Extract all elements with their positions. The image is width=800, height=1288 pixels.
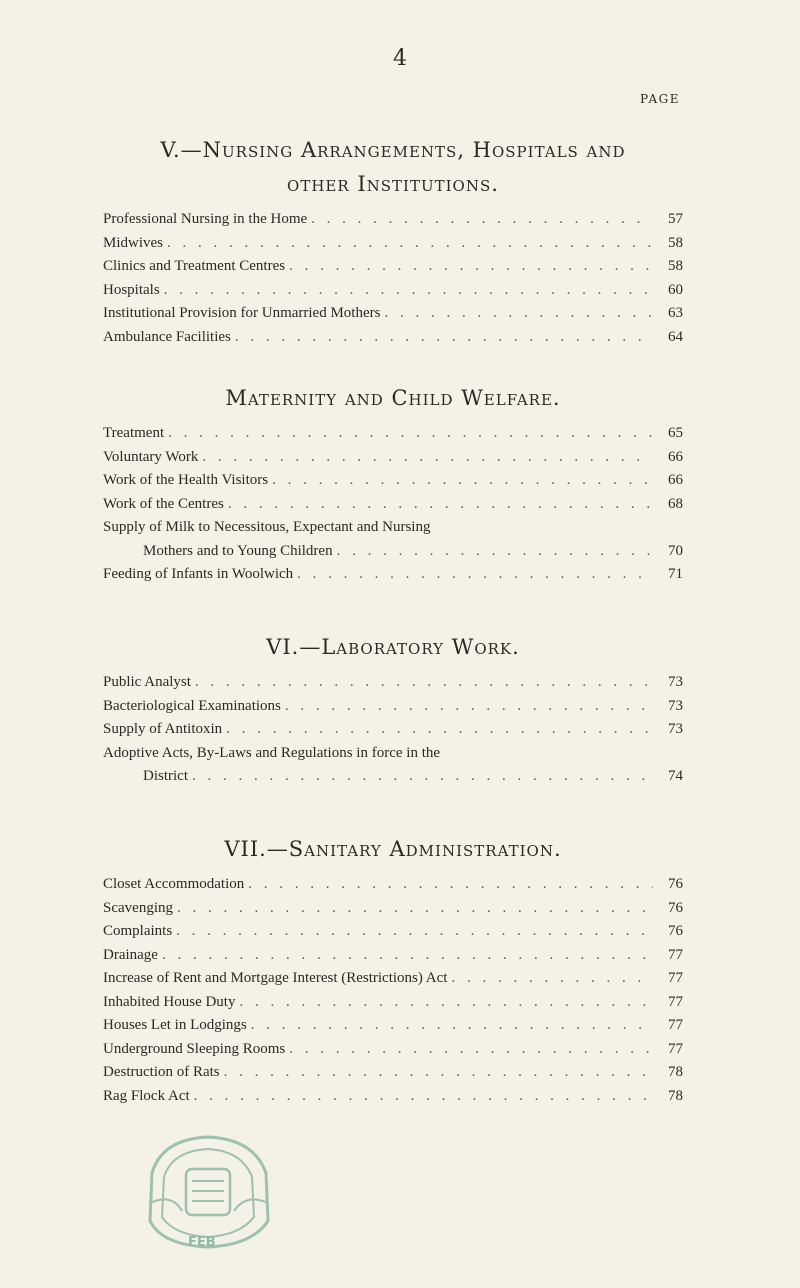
toc-entry: Inhabited House Duty . . . 77: [103, 994, 683, 1018]
toc-list: [103, 211, 683, 352]
toc-entry: Drainage . . . 77: [103, 947, 683, 971]
toc-entry: Public Analyst . . . 73: [103, 674, 683, 698]
section-heading: V.—Nursing Arrangements, Hospitals and other Institutions.: [160, 138, 626, 196]
section-heading: Maternity and Child Welfare.: [225, 386, 561, 410]
toc-entry: Feeding of Infants in Woolwich . . . 71: [103, 566, 683, 590]
toc-entry: Professional Nursing in the Home . . . 57: [103, 211, 683, 235]
toc-entry: Ambulance Facilities . . . 64: [103, 329, 683, 353]
toc-entry: Houses Let in Lodgings . . . 77: [103, 1017, 683, 1041]
toc-entry: Rag Flock Act . . . 78: [103, 1088, 683, 1112]
section-maternity: [103, 381, 683, 590]
toc-entry: Clinics and Treatment Centres . . . 58: [103, 258, 683, 282]
toc-entry: Treatment . . . 65: [103, 425, 683, 449]
section-sanitary: [103, 832, 683, 1111]
toc-entry: Hospitals . . . 60: [103, 282, 683, 306]
toc-entry: Work of the Health Visitors . . . 66: [103, 472, 683, 496]
toc-list: [103, 876, 683, 1111]
toc-entry: Adoptive Acts, By-Laws and Regulations in force in the District . . . 74: [103, 745, 683, 792]
section-laboratory: [103, 630, 683, 792]
toc-entry: Closet Accommodation . . . 76: [103, 876, 683, 900]
svg-text:FEB: FEB: [188, 1235, 216, 1250]
library-stamp-icon: [142, 1133, 274, 1251]
toc-entry: Voluntary Work . . . 66: [103, 449, 683, 473]
toc-entry: Increase of Rent and Mortgage Interest (Restrictions) Act . . . 77: [103, 970, 683, 994]
toc-entry: Midwives . . . 58: [103, 235, 683, 259]
section-nursing: [103, 133, 683, 352]
toc-entry: Scavenging . . . 76: [103, 900, 683, 924]
toc-entry: Destruction of Rats . . . 78: [103, 1064, 683, 1088]
section-heading: VII.—Sanitary Administration.: [224, 837, 562, 861]
toc-entry: Institutional Provision for Unmarried Mothers . . . 63: [103, 305, 683, 329]
toc-list: [103, 674, 683, 792]
toc-entry: Bacteriological Examinations . . . 73: [103, 698, 683, 722]
toc-entry: Work of the Centres . . . 68: [103, 496, 683, 520]
page-column-label: PAGE: [640, 92, 680, 106]
toc-entry: Underground Sleeping Rooms . . . 77: [103, 1041, 683, 1065]
toc-list: [103, 425, 683, 590]
toc-entry: Supply of Antitoxin . . . 73: [103, 721, 683, 745]
toc-entry: Complaints . . . 76: [103, 923, 683, 947]
toc-entry: Supply of Milk to Necessitous, Expectant and Nursing Mothers and to Young Children . . . 70: [103, 519, 683, 566]
section-heading: VI.—Laboratory Work.: [266, 635, 520, 659]
page-number: 4: [393, 46, 407, 71]
